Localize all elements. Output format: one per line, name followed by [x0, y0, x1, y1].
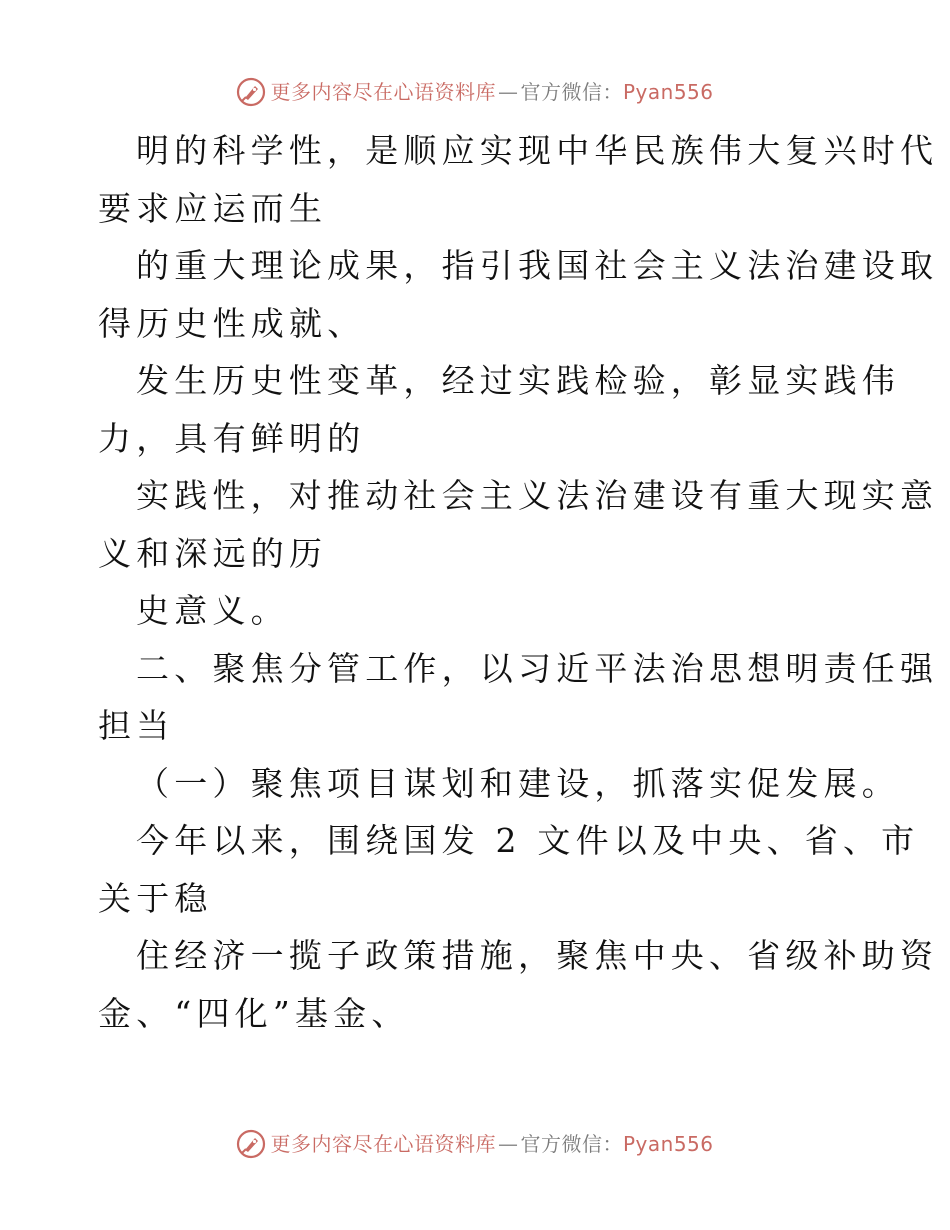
watermark-label: 官方微信：: [520, 1132, 623, 1156]
paragraph-line: 要求应运而生: [98, 188, 328, 228]
paragraph-line: 金、“四化”基金、: [98, 993, 410, 1033]
paragraph-line: 发生历史性变革，经过实践检验，彰显实践伟: [136, 361, 900, 400]
subsection-heading-line: （一）聚焦项目谋划和建设，抓落实促发展。: [136, 763, 900, 803]
pen-nib-icon: [236, 77, 266, 107]
section-heading-line: 二、聚焦分管工作，以习近平法治思想明责任强: [136, 648, 939, 688]
document-body: [98, 122, 939, 1042]
watermark-separator: —: [497, 80, 519, 104]
paragraph-line: 的重大理论成果，指引我国社会主义法治建设取: [136, 246, 939, 285]
footer-watermark: [0, 1128, 950, 1159]
watermark-separator: —: [497, 1132, 519, 1156]
watermark-wechat-id: Pyan556: [622, 1132, 714, 1156]
pen-nib-icon: [236, 1129, 266, 1159]
paragraph-line: 住经济一揽子政策措施，聚焦中央、省级补助资: [136, 936, 939, 975]
section-heading-line: 担当: [98, 706, 175, 745]
watermark-label: 官方微信：: [520, 80, 623, 104]
watermark-wechat-id: Pyan556: [622, 80, 714, 104]
paragraph-line: 义和深远的历: [98, 533, 328, 573]
watermark-brand: 更多内容尽在心语资料库: [270, 80, 496, 104]
paragraph-line: 明的科学性，是顺应实现中华民族伟大复兴时代: [136, 131, 939, 170]
paragraph-line: 史意义。: [136, 591, 289, 630]
paragraph-line: 关于稳: [98, 878, 213, 918]
paragraph-line: 力，具有鲜明的: [98, 418, 366, 458]
watermark-brand: 更多内容尽在心语资料库: [270, 1132, 496, 1156]
paragraph-line: 得历史性成就、: [98, 303, 366, 343]
paragraph-line: 今年以来，围绕国发 2 文件以及中央、省、市: [136, 821, 920, 860]
header-watermark: [0, 76, 950, 107]
paragraph-line: 实践性，对推动社会主义法治建设有重大现实意: [136, 476, 939, 515]
